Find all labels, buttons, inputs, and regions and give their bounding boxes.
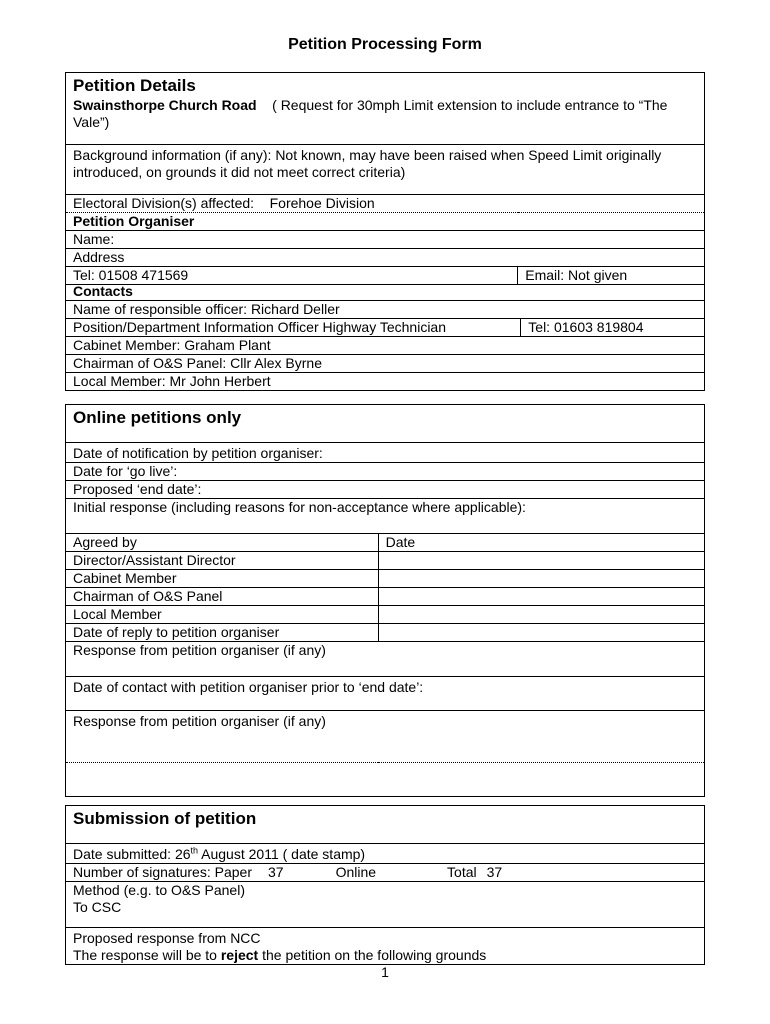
form-title: Petition Processing Form bbox=[288, 36, 482, 53]
electoral-label: Electoral Division(s) affected: bbox=[73, 195, 255, 211]
organiser-name-label: Name: bbox=[66, 231, 705, 249]
go-live-date: Date for ‘go live’: bbox=[66, 463, 705, 481]
date-cell bbox=[378, 552, 704, 570]
proposed-response: Proposed response from NCC bbox=[73, 930, 261, 946]
electoral-division-row bbox=[66, 195, 705, 213]
date-cell bbox=[378, 570, 704, 588]
proposed-response-cell bbox=[66, 928, 705, 965]
officer-tel: Tel: 01603 819804 bbox=[521, 319, 705, 337]
date-cell bbox=[378, 588, 704, 606]
signatures-label: Number of signatures: Paper bbox=[73, 864, 252, 880]
online-header-cell bbox=[66, 405, 705, 443]
petition-details-header-cell bbox=[66, 73, 705, 145]
local-member: Local Member: Mr John Herbert bbox=[66, 373, 705, 391]
organiser-tel: Tel: 01508 471569 bbox=[66, 267, 518, 285]
response-grounds: The response will be to reject the petition on the following grounds bbox=[73, 947, 487, 963]
method-value: To CSC bbox=[73, 899, 122, 915]
online-petitions-section bbox=[65, 404, 705, 797]
online-label: Online bbox=[335, 864, 377, 880]
petition-request: ( Request for 30mph Limit extension to include entrance to “The Vale”) bbox=[73, 97, 668, 130]
approver-local-member: Local Member bbox=[66, 606, 379, 624]
total-count: 37 bbox=[486, 864, 503, 880]
chairman: Chairman of O&S Panel: Cllr Alex Byrne bbox=[66, 355, 705, 373]
organiser-heading: Petition Organiser bbox=[66, 213, 705, 231]
petition-details-heading: Petition Details bbox=[73, 76, 196, 95]
blank-cell bbox=[66, 763, 705, 797]
response-from-organiser-2: Response from petition organiser (if any) bbox=[73, 713, 326, 729]
cabinet-member: Cabinet Member: Graham Plant bbox=[66, 337, 705, 355]
approver-chairman: Chairman of O&S Panel bbox=[66, 588, 379, 606]
signatures-row bbox=[66, 864, 705, 882]
petition-subject bbox=[73, 97, 704, 131]
agreed-by-header: Agreed by bbox=[66, 534, 379, 552]
method-label: Method (e.g. to O&S Panel) bbox=[73, 882, 245, 898]
contact-prior-end-date: Date of contact with petition organiser prior to ‘end date’: bbox=[73, 679, 424, 695]
approver-cabinet-member: Cabinet Member bbox=[66, 570, 379, 588]
response-from-organiser: Response from petition organiser (if any) bbox=[73, 642, 326, 658]
organiser-email: Email: Not given bbox=[518, 267, 705, 285]
date-ordinal: th bbox=[190, 845, 199, 856]
date-cell bbox=[378, 624, 704, 642]
officer-position: Position/Department Information Officer Highway Technician bbox=[66, 319, 521, 337]
electoral-value: Forehoe Division bbox=[269, 195, 375, 211]
contacts-heading: Contacts bbox=[66, 283, 705, 301]
road-name: Swainsthorpe Church Road bbox=[73, 97, 257, 113]
notification-date: Date of notification by petition organiser: bbox=[66, 443, 705, 463]
date-submitted: Date submitted: 26th August 2011 ( date stamp) bbox=[66, 844, 705, 864]
method-cell bbox=[66, 882, 705, 928]
contacts-section bbox=[65, 283, 705, 391]
initial-response-cell bbox=[66, 499, 705, 534]
initial-response: Initial response (including reasons for non-acceptance where applicable): bbox=[73, 499, 526, 515]
online-heading: Online petitions only bbox=[73, 408, 242, 427]
reply-date: Date of reply to petition organiser bbox=[66, 624, 379, 642]
response-2-cell bbox=[66, 711, 705, 763]
date-cell bbox=[378, 606, 704, 624]
petition-details-section bbox=[65, 72, 705, 285]
background-info: Background information (if any): Not known, may have been raised when Speed Limit originally introduced, on grounds it did not meet correct criteria) bbox=[73, 147, 662, 180]
date-header: Date bbox=[378, 534, 704, 552]
background-cell bbox=[66, 145, 705, 195]
total-label: Total bbox=[447, 864, 477, 880]
page-number: 1 bbox=[381, 964, 389, 980]
submission-heading: Submission of petition bbox=[73, 809, 257, 828]
paper-count: 37 bbox=[267, 864, 284, 880]
organiser-address-label: Address bbox=[66, 249, 705, 267]
response-1-cell bbox=[66, 642, 705, 677]
reject-word: reject bbox=[220, 947, 259, 963]
submission-header-cell bbox=[66, 806, 705, 844]
proposed-end-date: Proposed ‘end date’: bbox=[66, 481, 705, 499]
approver-director: Director/Assistant Director bbox=[66, 552, 379, 570]
contact-prior-cell bbox=[66, 677, 705, 711]
responsible-officer: Name of responsible officer: Richard Deller bbox=[66, 301, 705, 319]
submission-section bbox=[65, 805, 705, 965]
